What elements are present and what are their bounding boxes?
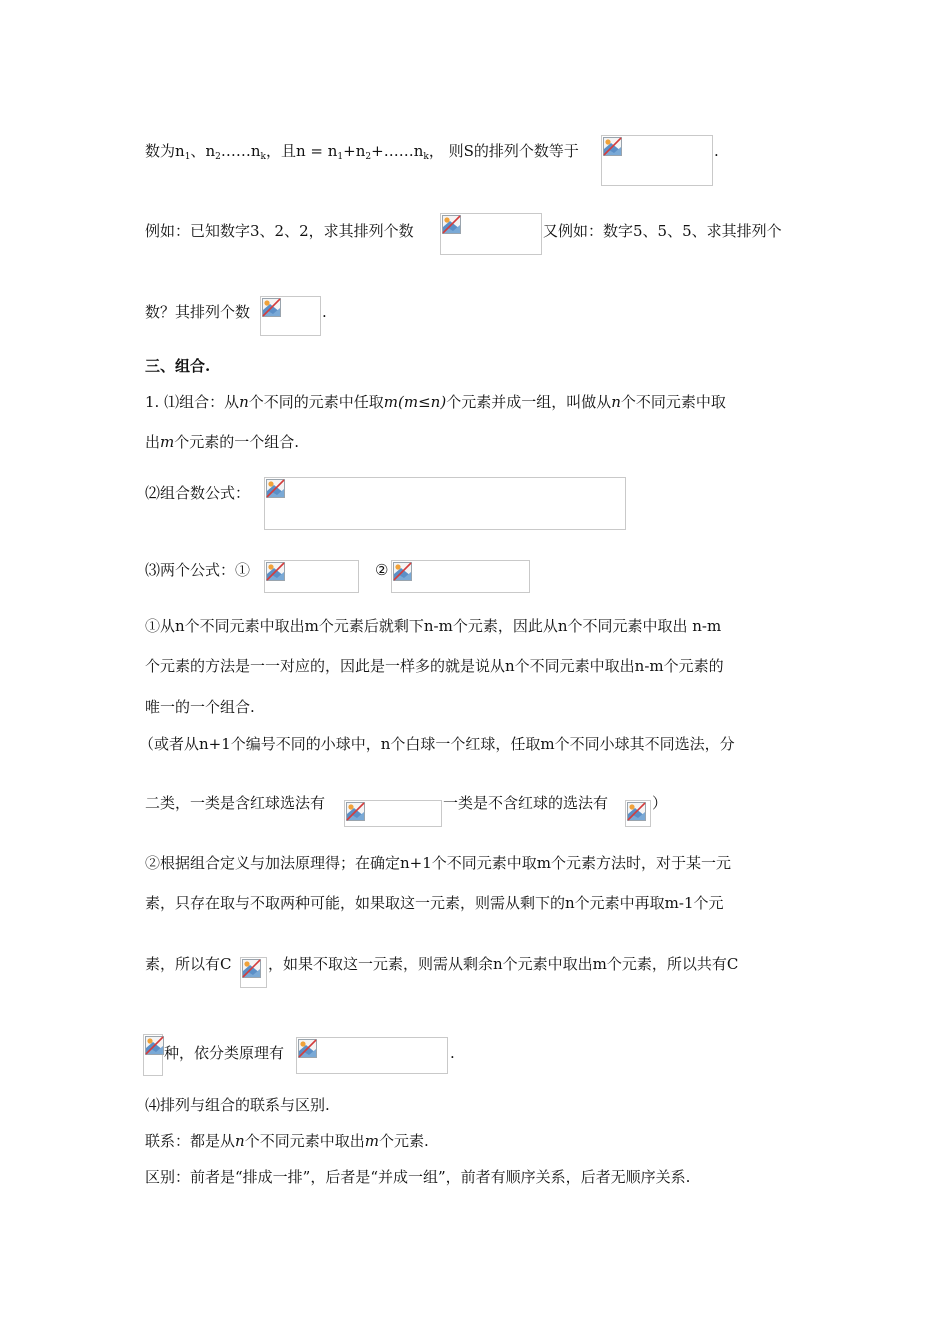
formula-image-11 xyxy=(296,1037,448,1074)
text-line-16b: ，如果不取这一元素，则需从剩余n个元素中取出m个元素，所以共有C xyxy=(268,955,739,973)
formula-image-3 xyxy=(260,296,321,336)
broken-image-icon xyxy=(627,802,646,821)
text-line-20: 区别：前者是“排成一排”，后者是“并成一组”，前者有顺序关系，后者无顺序关系. xyxy=(145,1168,691,1186)
text-line-14: ②根据组合定义与加法原理得；在确定n+1个不同元素中取m个元素方法时，对于某一元 xyxy=(145,854,731,872)
text-line-8a: ⑶两个公式：① xyxy=(145,561,251,579)
broken-image-icon xyxy=(346,802,365,821)
text-line-13a: 二类，一类是含红球选法有 xyxy=(145,794,326,812)
text-line-1: 数为$n_1$、$n_2\dots\dots n_k$，且$n = n_1+n_2+\dots\dots n_k$， 则S的排列个数等于 xyxy=(145,142,579,162)
broken-image-icon xyxy=(298,1039,317,1058)
text-line-11: 唯一的一个组合. xyxy=(145,698,255,716)
broken-image-icon xyxy=(145,1036,164,1055)
text-line-6: 出m个元素的一个组合. xyxy=(145,433,300,451)
section-heading: 三、组合. xyxy=(145,357,211,375)
text-line-12: （或者从n+1个编号不同的小球中，n个白球一个红球，任取m个不同小球其不同选法，分 xyxy=(139,735,735,753)
broken-image-icon xyxy=(262,298,281,317)
formula-image-5 xyxy=(264,560,359,593)
text-line-3: 数？其排列个数 xyxy=(145,303,251,321)
formula-image-7 xyxy=(344,800,442,827)
broken-image-icon xyxy=(266,562,285,581)
text-line-17: 种，依分类原理有 xyxy=(164,1044,285,1062)
formula-image-8 xyxy=(625,800,651,827)
text-line-9: ①从n个不同元素中取出m个元素后就剩下n-m个元素，因此从n个不同元素中取出 n-m xyxy=(145,617,722,635)
formula-image-6 xyxy=(391,560,530,593)
text-line-13c: ） xyxy=(652,794,668,812)
text-line-8b: ② xyxy=(375,561,389,579)
broken-image-icon xyxy=(442,215,461,234)
formula-image-1 xyxy=(601,135,713,186)
text-line-7: ⑵组合数公式： xyxy=(145,484,251,502)
formula-image-4 xyxy=(264,477,626,530)
text-dot-3: . xyxy=(322,303,327,321)
text-dot-17: . xyxy=(450,1044,455,1062)
broken-image-icon xyxy=(603,137,622,156)
broken-image-icon xyxy=(393,562,412,581)
broken-image-icon xyxy=(242,959,261,978)
text-line-13b: 一类是不含红球的选法有 xyxy=(443,794,609,812)
text-dot-1: . xyxy=(714,142,719,160)
formula-image-10 xyxy=(143,1034,163,1076)
text-line-5: 1. ⑴组合：从n个不同的元素中任取m(m≤n)个元素并成一组，叫做从n个不同元素中取 xyxy=(145,393,726,411)
text-line-2b: 又例如：数字5、5、5、求其排列个 xyxy=(543,222,782,240)
formula-image-9 xyxy=(240,957,267,988)
text-line-15: 素，只存在取与不取两种可能，如果取这一元素，则需从剩下的n个元素中再取m-1个元 xyxy=(145,894,724,912)
text-line-19: 联系：都是从n个不同元素中取出m个元素. xyxy=(145,1132,429,1150)
text-line-2a: 例如：已知数字3、2、2，求其排列个数 xyxy=(145,222,414,240)
text-line-10: 个元素的方法是一一对应的，因此是一样多的就是说从n个不同元素中取出n-m个元素的 xyxy=(145,657,724,675)
text-line-16a: 素，所以有C xyxy=(145,955,232,973)
text-line-18: ⑷排列与组合的联系与区别. xyxy=(145,1096,330,1114)
broken-image-icon xyxy=(266,479,285,498)
formula-image-2 xyxy=(440,213,542,255)
